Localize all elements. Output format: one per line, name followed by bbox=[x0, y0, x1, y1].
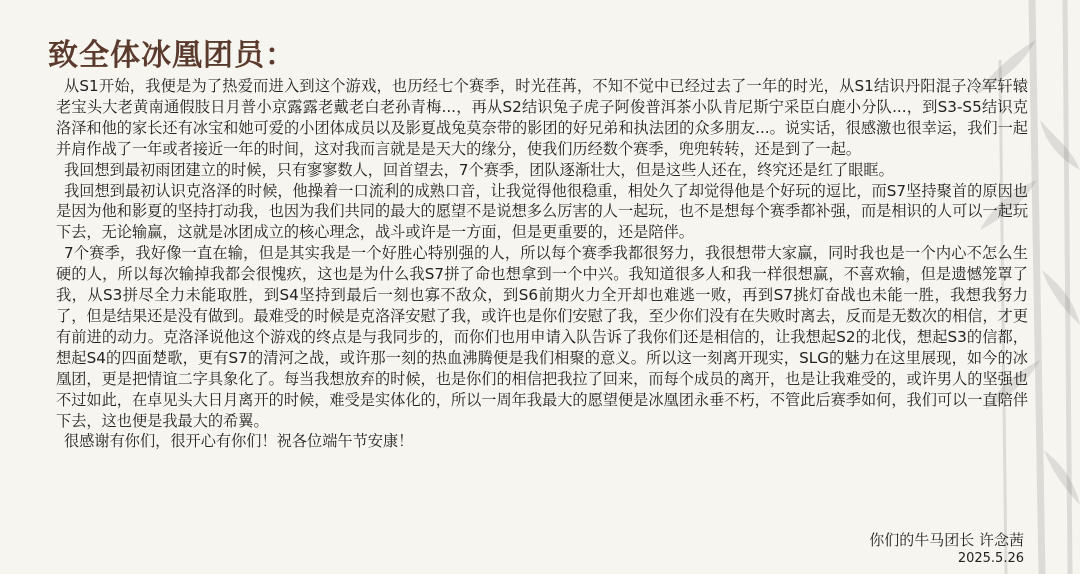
letter-body bbox=[56, 76, 1028, 452]
paragraph: 很感谢有你们，很开心有你们！祝各位端午节安康！ bbox=[64, 432, 414, 451]
paragraph: 我回想到最初认识克洛泽的时候，他操着一口流利的成熟口音，让我觉得他很稳重，相处久了却觉得他是个好玩的逗比，而S7坚持聚首的原因也是因为他和影夏的坚持打动我，也因为我们共同的最大的愿望不是说想多么厉害的人一起玩，也不是想每个赛季都补强，而是相识的人可以一起玩下去，无论输赢，这就是冰团成立的核心理念，战斗或许是一方面，但是更重要的，还是陪伴。 bbox=[56, 181, 1028, 242]
paragraph: 从S1开始，我便是为了热爱而进入到这个游戏，也历经七个赛季，时光荏苒，不知不觉中已经过去了一年的时光，从S1结识丹阳混子冷军轩辕老宝头大老黄南通假肢日月普小京露露老戴老白老孙青梅...，再从S2结识兔子虎子阿俊普洱茶小队肯尼斯宁采臣白鹿小分队...，到S3-S5结识克洛泽和他的家长还有冰宝和她可爱的小团体成员以及影夏战兔莫奈带的影团的好兄弟和执法团的众多朋友...。说实话，很感激也很幸运，我们一起并肩作战了一年或者接近一年的时间，这对我而言就是是天大的缘分，使我们历经数个赛季，兜兜转转，还是到了一起。 bbox=[56, 77, 1028, 158]
paragraph: 我回想到最初雨团建立的时候，只有寥寥数人，回首望去，7个赛季，团队逐渐壮大，但是这些人还在，终究还是红了眼眶。 bbox=[64, 160, 894, 179]
paragraph: 7个赛季，我好像一直在输，但是其实我是一个好胜心特别强的人，所以每个赛季我都很努力，我很想带大家赢，同时我也是一个内心不怎么生硬的人，所以每次输掉我都会很愧疚，这也是为什么我S7拼了命也想拿到一个中兴。我知道很多人和我一样很想赢，不喜欢输，但是遗憾笼罩了我，从S3拼尽全力未能取胜，到S4坚持到最后一刻也寡不敌众，到S6前期火力全开却也难逃一败，再到S7挑灯奋战也未能一胜，我想我努力了，但是结果还是没有做到。最难受的时候是克洛泽安慰了我，或许也是你们安慰了我，至少你们没有在失败时离去，反而是无数次的相信，才更有前进的动力。克洛泽说他这个游戏的终点是与我同步的，而你们也用申请入队告诉了我你们还是相信的，让我想起S2的北伐，想起S3的信都，想起S4的四面楚歌，更有S7的清河之战，或许那一刻的热血沸腾便是我们相聚的意义。所以这一刻离开现实，SLG的魅力在这里展现，如今的冰凰团，更是把情谊二字具象化了。每当我想放弃的时候，也是你们的相信把我拉了回来，而每个成员的离开，也是让我难受的，或许男人的坚强也不过如此，在卓见头大日月离开的时候，难受是实体化的，所以一周年我最大的愿望便是冰凰团永垂不朽，不管此后赛季如何，我们可以一直陪伴下去，这也便是我最大的希翼。 bbox=[56, 244, 1028, 430]
page-title: 致全体冰凰团员： bbox=[48, 38, 296, 73]
signature: 你们的牛马团长 许念茜 bbox=[869, 531, 1024, 549]
letter-date: 2025.5.26 bbox=[957, 551, 1024, 566]
